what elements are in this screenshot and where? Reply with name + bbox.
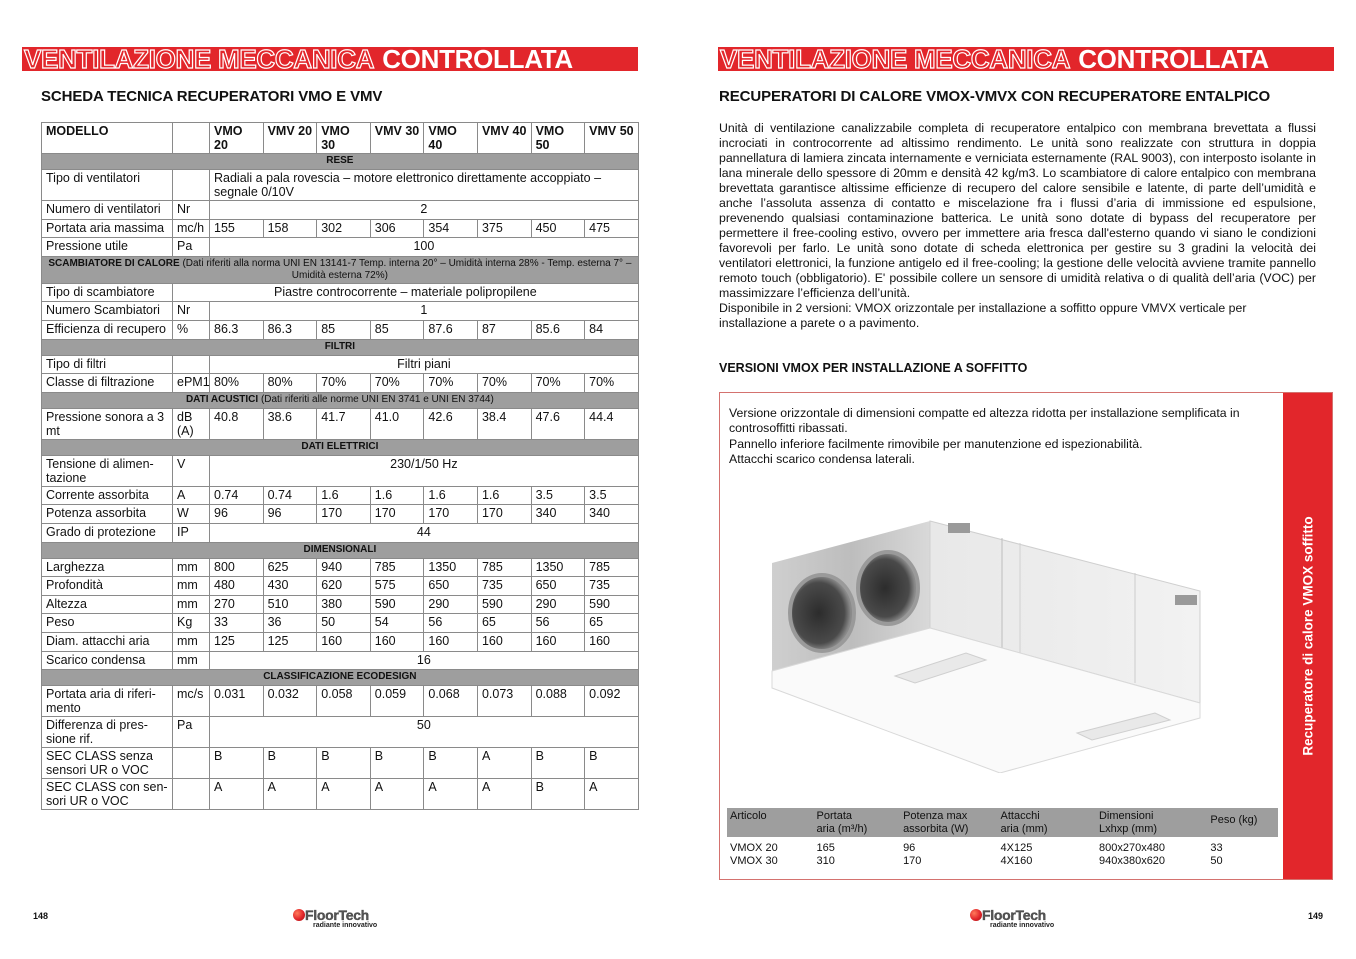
row-value: 340 (531, 505, 585, 524)
row-value: 170 (424, 505, 478, 524)
row-value: 354 (424, 219, 478, 238)
cell: 33 (1210, 842, 1223, 854)
row-label: Differenza di pres-sione rif. (42, 717, 173, 748)
page-title: RECUPERATORI DI CALORE VMOX-VMVX CON RECUPERATORE ENTALPICO (719, 88, 1271, 105)
row-label: Altezza (42, 595, 173, 614)
row-value: 96 (263, 505, 317, 524)
row-value: 160 (424, 632, 478, 651)
section-title: DATI ACUSTICI (185, 393, 259, 405)
table-row (42, 374, 639, 393)
row-value-span: 230/1/50 Hz (210, 455, 639, 486)
subsection-title: VERSIONI VMOX PER INSTALLAZIONE A SOFFITTO (719, 361, 1028, 375)
logo-tagline: radiante innovativo (313, 922, 378, 929)
section-header (42, 670, 639, 686)
row-value: 160 (531, 632, 585, 651)
table-row (42, 355, 639, 374)
row-value: 940 (317, 558, 371, 577)
row-value: 40.8 (210, 408, 264, 439)
row-value: 735 (477, 577, 531, 596)
row-unit: IP (173, 523, 210, 542)
row-unit: Pa (173, 238, 210, 257)
page-number: 148 (33, 911, 49, 921)
row-value: B (263, 748, 317, 779)
row-value: 44.4 (585, 408, 639, 439)
row-label: SEC CLASS con sen-sori UR o VOC (42, 779, 173, 810)
row-value: 475 (585, 219, 639, 238)
row-value: 302 (317, 219, 371, 238)
product-box (719, 392, 1333, 880)
row-value-span: Piastre controcorrente – materiale polipropilene (173, 283, 639, 302)
section-title: CLASSIFICAZIONE ECODESIGN (263, 671, 417, 683)
section-header-row (42, 339, 639, 355)
row-value: 41.7 (317, 408, 371, 439)
table-row (42, 455, 639, 486)
col-header: Dimensioni Lxhxp (mm) (1098, 810, 1158, 835)
cell: VMOX 20 (730, 842, 778, 854)
row-value: 785 (370, 558, 424, 577)
section-header-row (42, 670, 639, 686)
table-row (42, 201, 639, 220)
air-duct-icon (858, 552, 918, 624)
cell: 165 (816, 842, 835, 854)
row-value: 80% (210, 374, 264, 393)
row-value: A (317, 779, 371, 810)
row-unit (173, 748, 210, 779)
row-value: 38.4 (477, 408, 531, 439)
row-unit: Nr (173, 302, 210, 321)
table-row (42, 302, 639, 321)
row-label: Tensione di alimen-tazione (42, 455, 173, 486)
cell: 96 (903, 842, 916, 854)
section-title: DATI ELETTRICI (301, 440, 379, 452)
section-title: FILTRI (324, 340, 356, 352)
row-value: 85.6 (531, 320, 585, 339)
row-unit (173, 779, 210, 810)
row-value: 65 (585, 614, 639, 633)
desc-line: Pannello inferiore facilmente rimovibile per manutenzione ed ispezionabilità. (729, 436, 1143, 451)
cell: 4X125 (1000, 842, 1033, 854)
row-value: A (477, 779, 531, 810)
row-value: 1.6 (424, 486, 478, 505)
column-header: VMO 20 (210, 123, 264, 154)
product-image (770, 503, 1210, 773)
row-label: Numero Scambiatori (42, 302, 173, 321)
row-label: Efficienza di recupero (42, 320, 173, 339)
row-value: 36 (263, 614, 317, 633)
row-value: 125 (210, 632, 264, 651)
page-number: 149 (1308, 911, 1324, 921)
row-value: 160 (477, 632, 531, 651)
side-label-bar (1283, 393, 1332, 879)
table-row (42, 486, 639, 505)
row-value: 3.5 (585, 486, 639, 505)
section-header-row (42, 439, 639, 455)
row-value: 87 (477, 320, 531, 339)
row-value: 1.6 (477, 486, 531, 505)
row-value: 170 (370, 505, 424, 524)
row-value: 510 (263, 595, 317, 614)
column-header: VMV 50 (585, 123, 639, 154)
row-value: 70% (317, 374, 371, 393)
row-unit: % (173, 320, 210, 339)
row-unit: Nr (173, 201, 210, 220)
intro-paragraph: Unità di ventilazione canalizzabile completa di recuperatore entalpico con membrana brevettata a flussi incrociati in controcorrente ad altissimo rendimento. Le unità sono realizzate con struttura in doppia pannellatura di lamiera zincata internamente e verniciata esternamente (RAL 9003), con interposto isolante in lana minerale dello spessore di 20mm e densità 42 kg/m3. Lo scambiatore di calore entalpico con membrana brevettata garantisce altissime efficienze di recupero del calore sensibile e latente, di parte dell’umidità e anche l’assoluta assenza di contatto e miscelazione fra i flussi d’aria di immissione ed espulsione, prevenendo qualsiasi contaminazione batterica. Le unità sono dotate di bypass del recuperatore per permettere il free-cooling estivo, ovvero per immettere aria fresca dall'esterno quando vi siano le condizioni favorevoli per farlo. Le unità sono dotate di scheda elettronica per gestire su 3 gradini la velocità dei ventilatori elettronici, la funzione antigelo ed il free-cooling; la gestione delle velocità avviene tramite pannello remoto touch (obbligatorio). E' possibile collere un sensore di umidità relativa o di qualità dell’aria (VOC) per massimizzare l’efficienza dell’unità. (719, 121, 1316, 300)
row-value: 38.6 (263, 408, 317, 439)
row-label: Classe di filtrazione (42, 374, 173, 393)
row-value: 306 (370, 219, 424, 238)
column-header: VMO 30 (317, 123, 371, 154)
row-value: B (370, 748, 424, 779)
row-value: 290 (531, 595, 585, 614)
section-header-row (42, 154, 639, 170)
row-value: 735 (585, 577, 639, 596)
row-value: 1350 (531, 558, 585, 577)
row-value: 450 (531, 219, 585, 238)
desc-line: Attacchi scarico condensa laterali. (729, 451, 915, 466)
column-header: VMV 40 (477, 123, 531, 154)
row-value: A (477, 748, 531, 779)
row-value: 620 (317, 577, 371, 596)
table-row (42, 614, 639, 633)
row-value: 590 (585, 595, 639, 614)
product-description (729, 406, 1279, 467)
row-value: 650 (531, 577, 585, 596)
row-label: Tipo di filtri (42, 355, 173, 374)
row-value: 70% (370, 374, 424, 393)
row-unit: mc/h (173, 219, 210, 238)
intro-paragraph-versions: Disponibile in 2 versioni: VMOX orizzontale per installazione a soffitto oppure VMVX verticale per installazione a parete o a pavimento. (719, 301, 1247, 330)
row-value: 70% (477, 374, 531, 393)
row-value: 0.059 (370, 686, 424, 717)
row-label: Pressione utile (42, 238, 173, 257)
table-row (42, 651, 639, 670)
table-row (42, 283, 639, 302)
logo-brand: FloorTech (305, 907, 369, 923)
row-unit: mm (173, 632, 210, 651)
table-row (727, 842, 1278, 855)
row-unit: mm (173, 595, 210, 614)
table-row (42, 320, 639, 339)
section-header (42, 542, 639, 558)
row-value-span: Filtri piani (210, 355, 639, 374)
mounting-bracket (948, 523, 970, 533)
row-unit: mm (173, 558, 210, 577)
intro-text (719, 121, 1316, 331)
col-header: Peso (kg) (1210, 814, 1258, 826)
row-unit: A (173, 486, 210, 505)
row-value: 800 (210, 558, 264, 577)
row-value: 650 (424, 577, 478, 596)
row-value: A (210, 779, 264, 810)
table-row (42, 558, 639, 577)
row-value: B (585, 748, 639, 779)
row-value: 0.74 (210, 486, 264, 505)
row-value: 430 (263, 577, 317, 596)
row-value: 0.058 (317, 686, 371, 717)
row-value: 33 (210, 614, 264, 633)
col-header: Portata aria (m³/h) (816, 810, 868, 835)
section-header (42, 339, 639, 355)
row-value: 785 (585, 558, 639, 577)
row-value: 1.6 (370, 486, 424, 505)
header-banner (718, 47, 1334, 71)
row-value: 80% (263, 374, 317, 393)
row-value: 85 (370, 320, 424, 339)
row-value: A (370, 779, 424, 810)
row-unit: ePM1 (173, 374, 210, 393)
banner-outline-text: VENTILAZIONE MECCANICA (24, 47, 375, 71)
column-header: VMO 50 (531, 123, 585, 154)
banner-solid-text: CONTROLLATA (1078, 47, 1269, 71)
row-value: 125 (263, 632, 317, 651)
table-row (42, 717, 639, 748)
banner-solid-text: CONTROLLATA (382, 47, 573, 71)
row-label: Diam. attacchi aria (42, 632, 173, 651)
row-label: Tipo di scambiatore (42, 283, 173, 302)
row-value: 96 (210, 505, 264, 524)
row-value: 3.5 (531, 486, 585, 505)
table-row (42, 577, 639, 596)
cell: 800x270x480 (1098, 842, 1166, 854)
section-title: RESE (326, 155, 354, 166)
row-value-span: Radiali a pala rovescia – motore elettronico direttamente accoppiato – segnale 0/10V (210, 170, 639, 201)
row-value: A (263, 779, 317, 810)
row-value: 375 (477, 219, 531, 238)
section-header-row (42, 542, 639, 558)
cell: VMOX 30 (730, 855, 778, 867)
row-value: 50 (317, 614, 371, 633)
row-label: Corrente assorbita (42, 486, 173, 505)
row-label: Tipo di ventilatori (42, 170, 173, 201)
section-note: (Dati riferiti alle norme UNI EN 3741 e UNI EN 3744) (260, 393, 494, 405)
table-row (42, 595, 639, 614)
floortech-logo (970, 907, 1060, 933)
row-value: 160 (585, 632, 639, 651)
row-value: B (210, 748, 264, 779)
row-value: 160 (370, 632, 424, 651)
row-label: SEC CLASS senza sensori UR o VOC (42, 748, 173, 779)
versions-table (727, 808, 1278, 868)
row-value: 480 (210, 577, 264, 596)
row-label: Scarico condensa (42, 651, 173, 670)
row-value: 87.6 (424, 320, 478, 339)
section-note: (Dati riferiti alla norma UNI EN 13141-7 Temp. interna 20° – Umidità interna 28% - Temp. esterna 7° – Umidità esterna 72%) (182, 257, 632, 281)
row-value: 1.6 (317, 486, 371, 505)
row-value: B (531, 748, 585, 779)
row-label: Numero di ventilatori (42, 201, 173, 220)
banner-outline-text: VENTILAZIONE MECCANICA (720, 47, 1071, 71)
row-label: Larghezza (42, 558, 173, 577)
table-row (42, 779, 639, 810)
row-value: 0.092 (585, 686, 639, 717)
section-header (42, 154, 639, 170)
col-header: Attacchi aria (mm) (1000, 810, 1048, 835)
section-header-row (42, 392, 639, 408)
section-title: SCAMBIATORE DI CALORE (48, 257, 180, 269)
row-value-span: 2 (210, 201, 639, 220)
row-unit: W (173, 505, 210, 524)
row-value: 41.0 (370, 408, 424, 439)
row-unit (173, 170, 210, 201)
cell: 50 (1210, 855, 1223, 867)
row-unit: Kg (173, 614, 210, 633)
row-unit: mm (173, 651, 210, 670)
row-value-span: 100 (210, 238, 639, 257)
row-value: 160 (317, 632, 371, 651)
right-page (678, 0, 1356, 959)
row-value: 0.74 (263, 486, 317, 505)
row-value: 785 (477, 558, 531, 577)
row-value-span: 44 (210, 523, 639, 542)
table-header-row (42, 123, 639, 154)
column-header: VMV 20 (263, 123, 317, 154)
row-value: 42.6 (424, 408, 478, 439)
logo-ball-icon (293, 909, 305, 921)
row-value: B (424, 748, 478, 779)
row-unit: V (173, 455, 210, 486)
table-row (42, 408, 639, 439)
row-value: 86.3 (210, 320, 264, 339)
row-value: 0.068 (424, 686, 478, 717)
row-label: Profondità (42, 577, 173, 596)
table-row (42, 748, 639, 779)
row-unit (173, 355, 210, 374)
table-row (42, 686, 639, 717)
table-row (42, 238, 639, 257)
row-unit: Pa (173, 717, 210, 748)
table-row (42, 219, 639, 238)
row-value: 70% (531, 374, 585, 393)
row-value: 70% (585, 374, 639, 393)
floortech-logo (293, 907, 383, 933)
row-value: 0.088 (531, 686, 585, 717)
row-label: Potenza assorbita (42, 505, 173, 524)
row-unit: mm (173, 577, 210, 596)
logo-tagline: radiante innovativo (990, 922, 1055, 929)
row-value: 65 (477, 614, 531, 633)
row-value: 85 (317, 320, 371, 339)
side-label: Recuperatore di calore VMOX soffitto (1300, 516, 1315, 756)
row-value: A (585, 779, 639, 810)
row-value: 0.031 (210, 686, 264, 717)
row-label: Pressione sonora a 3 mt (42, 408, 173, 439)
table-row (42, 170, 639, 201)
row-value: 170 (477, 505, 531, 524)
row-label: Portata aria di riferi-mento (42, 686, 173, 717)
table-row (42, 632, 639, 651)
row-value-span: 50 (210, 717, 639, 748)
header-banner (22, 47, 638, 71)
row-value: 0.073 (477, 686, 531, 717)
table-row (42, 523, 639, 542)
desc-line: Versione orizzontale di dimensioni compatte ed altezza ridotta per installazione semplificata in controsoffitti ribassati. (729, 406, 1240, 436)
row-value: 54 (370, 614, 424, 633)
mounting-bracket (1175, 595, 1197, 605)
row-value: 158 (263, 219, 317, 238)
column-header (173, 123, 210, 154)
row-value-span: 16 (210, 651, 639, 670)
row-value: A (424, 779, 478, 810)
row-value: 380 (317, 595, 371, 614)
row-value: 290 (424, 595, 478, 614)
section-header (42, 256, 639, 283)
row-value: 47.6 (531, 408, 585, 439)
row-label: Portata aria massima (42, 219, 173, 238)
row-value: 625 (263, 558, 317, 577)
air-duct-icon (790, 575, 854, 651)
column-header: MODELLO (42, 123, 173, 154)
row-label: Grado di protezione (42, 523, 173, 542)
row-value-span: 1 (210, 302, 639, 321)
section-header-row (42, 256, 639, 283)
row-value: 170 (317, 505, 371, 524)
spec-table (41, 122, 639, 810)
col-header: Articolo (730, 810, 767, 822)
row-value: 590 (370, 595, 424, 614)
row-value: 575 (370, 577, 424, 596)
row-label: Peso (42, 614, 173, 633)
row-value: 56 (531, 614, 585, 633)
row-value: 340 (585, 505, 639, 524)
row-value: 270 (210, 595, 264, 614)
row-value: 84 (585, 320, 639, 339)
row-value: 1350 (424, 558, 478, 577)
column-header: VMV 30 (370, 123, 424, 154)
logo-ball-icon (970, 909, 982, 921)
row-value: 86.3 (263, 320, 317, 339)
section-header (42, 392, 639, 408)
cell: 170 (903, 855, 922, 867)
page-title: SCHEDA TECNICA RECUPERATORI VMO E VMV (41, 88, 383, 105)
cell: 4X160 (1000, 855, 1033, 867)
row-value: 155 (210, 219, 264, 238)
row-unit: mc/s (173, 686, 210, 717)
table-row (42, 505, 639, 524)
row-unit: dB (A) (173, 408, 210, 439)
col-header: Potenza max assorbita (W) (903, 810, 969, 835)
row-value: 0.032 (263, 686, 317, 717)
section-title: DIMENSIONALI (303, 543, 377, 555)
logo-brand: FloorTech (982, 907, 1046, 923)
column-header: VMO 40 (424, 123, 478, 154)
cell: 310 (816, 855, 835, 867)
row-value: B (531, 779, 585, 810)
section-header (42, 439, 639, 455)
row-value: 56 (424, 614, 478, 633)
table-row (727, 855, 1278, 868)
row-value: B (317, 748, 371, 779)
row-value: 70% (424, 374, 478, 393)
cell: 940x380x620 (1098, 855, 1166, 867)
row-value: 590 (477, 595, 531, 614)
versions-table-header (727, 808, 1278, 837)
